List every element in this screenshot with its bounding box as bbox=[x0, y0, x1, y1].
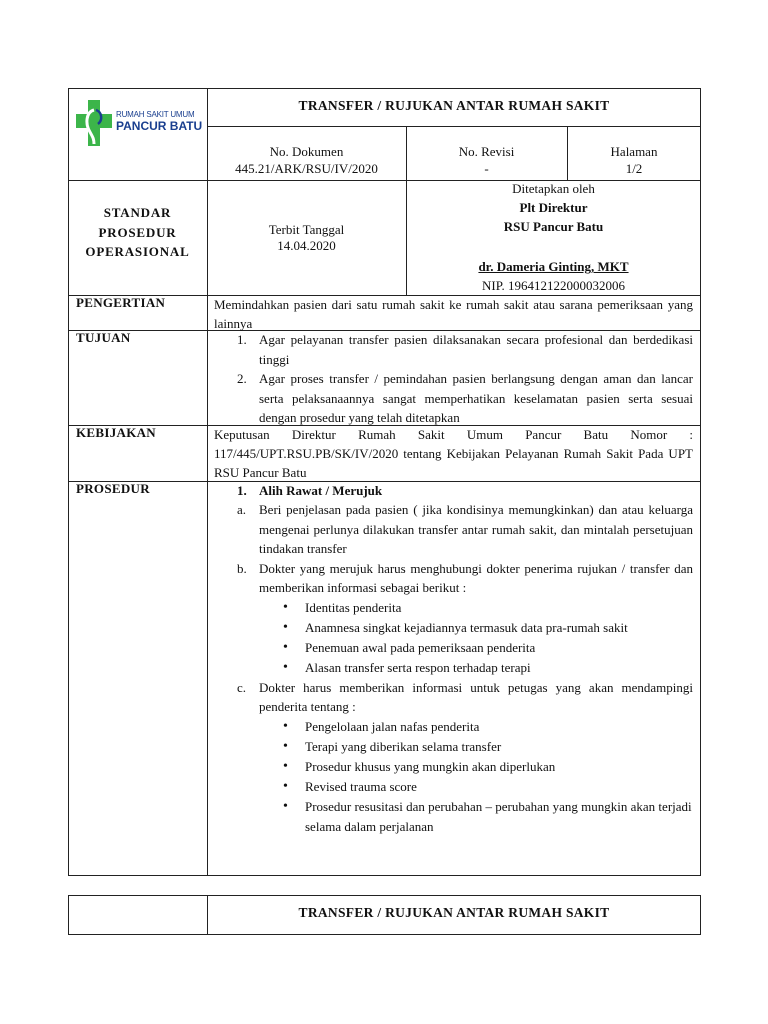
no-revisi-label: No. Revisi bbox=[458, 144, 515, 159]
prosedur-item-b bbox=[237, 559, 693, 598]
signatory-name: dr. Dameria Ginting, MKT bbox=[478, 259, 629, 274]
tujuan-item bbox=[237, 330, 693, 369]
list-item: • Alasan transfer serta respon terhadap terapi bbox=[281, 658, 693, 678]
prosedur-item-a bbox=[237, 500, 693, 559]
kebijakan-label: KEBIJAKAN bbox=[76, 425, 156, 440]
no-revisi-value: - bbox=[484, 161, 489, 176]
tujuan-item bbox=[237, 369, 693, 428]
prosedur-item-text: Dokter yang merujuk harus menghubungi dokter penerima rujukan / transfer dan memberikan informasi sebagai berikut : bbox=[259, 560, 693, 595]
ditetapkan-label: Ditetapkan oleh bbox=[512, 181, 595, 196]
terbit-label: Terbit Tanggal bbox=[268, 222, 345, 237]
sop-label-line: PROSEDUR bbox=[98, 224, 177, 240]
divider bbox=[207, 126, 701, 127]
no-dokumen-label: No. Dokumen bbox=[269, 144, 344, 159]
medical-cross-icon bbox=[74, 98, 114, 148]
list-item: • Prosedur resusitasi dan perubahan – perubahan yang mungkin akan terjadi selama dalam perjalanan bbox=[281, 797, 693, 837]
list-item: • Anamnesa singkat kejadiannya termasuk data pra-rumah sakit bbox=[281, 618, 693, 638]
halaman-value: 1/2 bbox=[625, 161, 643, 176]
document-title: TRANSFER / RUJUKAN ANTAR RUMAH SAKIT bbox=[298, 98, 610, 113]
list-item: • Pengelolaan jalan nafas penderita bbox=[281, 717, 693, 737]
sop-label-line: STANDAR bbox=[103, 205, 172, 220]
divider bbox=[207, 295, 208, 876]
pengertian-text: Memindahkan pasien dari satu rumah sakit ke rumah sakit atau sarana pemeriksaan yang lainnya bbox=[214, 297, 693, 331]
logo-text-main: PANCUR BATU bbox=[116, 119, 203, 133]
tujuan-item-text: Agar proses transfer / pemindahan pasien berlangsung dengan aman dan lancar serta pelaksanaannya sangat memperhatikan keselamatan pasien serta sesuai dengan prosedur yang telah ditetapkan bbox=[259, 371, 693, 425]
prosedur-item-text: Dokter harus memberikan informasi untuk petugas yang akan mendampingi penderita tentang : bbox=[259, 679, 693, 714]
prosedur-label: PROSEDUR bbox=[76, 481, 150, 496]
list-marker: b. bbox=[237, 560, 247, 576]
prosedur-item-text: Beri penjelasan pada pasien ( jika kondisinya memungkinkan) dan atau keluarga mengenai perlunya dilakukan transfer antar rumah sakit, dan mintalah persetujuan tindakan transfer bbox=[259, 502, 693, 556]
prosedur-list bbox=[237, 500, 693, 837]
hospital-logo bbox=[74, 98, 202, 148]
list-marker: 1. bbox=[237, 332, 247, 347]
list-item: • Prosedur khusus yang mungkin akan diperlukan bbox=[281, 757, 693, 777]
divider bbox=[207, 88, 208, 295]
list-marker: 1. bbox=[237, 483, 247, 498]
prosedur-heading-text: Alih Rawat / Merujuk bbox=[259, 483, 383, 498]
list-item: • Terapi yang diberikan selama transfer bbox=[281, 737, 693, 757]
sop-label bbox=[68, 203, 207, 262]
prosedur-heading bbox=[237, 481, 693, 500]
logo-text-top: RUMAH SAKIT UMUM bbox=[116, 110, 195, 119]
halaman-label: Halaman bbox=[610, 144, 658, 159]
kebijakan-text: Keputusan Direktur Rumah Sakit Umum Pancur Batu Nomor : 117/445/UPT.RSU.PB/SK/IV/2020 tentang Kebijakan Pelayanan Rumah Sakit Pada UPT RSU Pancur Batu bbox=[214, 427, 693, 480]
jabatan-direktur: Plt Direktur bbox=[519, 200, 588, 215]
pengertian-label: PENGERTIAN bbox=[76, 295, 166, 310]
tujuan-item-text: Agar pelayanan transfer pasien dilaksanakan secara profesional dan berdedikasi tinggi bbox=[259, 332, 693, 367]
list-item: • Penemuan awal pada pemeriksaan penderita bbox=[281, 638, 693, 658]
tujuan-label: TUJUAN bbox=[76, 330, 131, 345]
list-marker: 2. bbox=[237, 371, 247, 386]
jabatan-rsu: RSU Pancur Batu bbox=[503, 219, 604, 234]
no-dokumen-value: 445.21/ARK/RSU/IV/2020 bbox=[235, 161, 378, 176]
list-marker: c. bbox=[237, 679, 247, 695]
item-c-bullets bbox=[281, 717, 693, 837]
list-item: • Revised trauma score bbox=[281, 777, 693, 797]
list-marker: a. bbox=[237, 502, 247, 517]
list-item: • Identitas penderita bbox=[281, 598, 693, 618]
page2-title: TRANSFER / RUJUKAN ANTAR RUMAH SAKIT bbox=[298, 905, 610, 920]
prosedur-item-c bbox=[237, 678, 693, 717]
sop-label-line: OPERASIONAL bbox=[85, 244, 190, 259]
signatory-nip: NIP. 196412122000032006 bbox=[481, 278, 625, 293]
tujuan-list bbox=[237, 330, 693, 428]
terbit-value: 14.04.2020 bbox=[277, 238, 336, 253]
item-b-bullets bbox=[281, 598, 693, 678]
